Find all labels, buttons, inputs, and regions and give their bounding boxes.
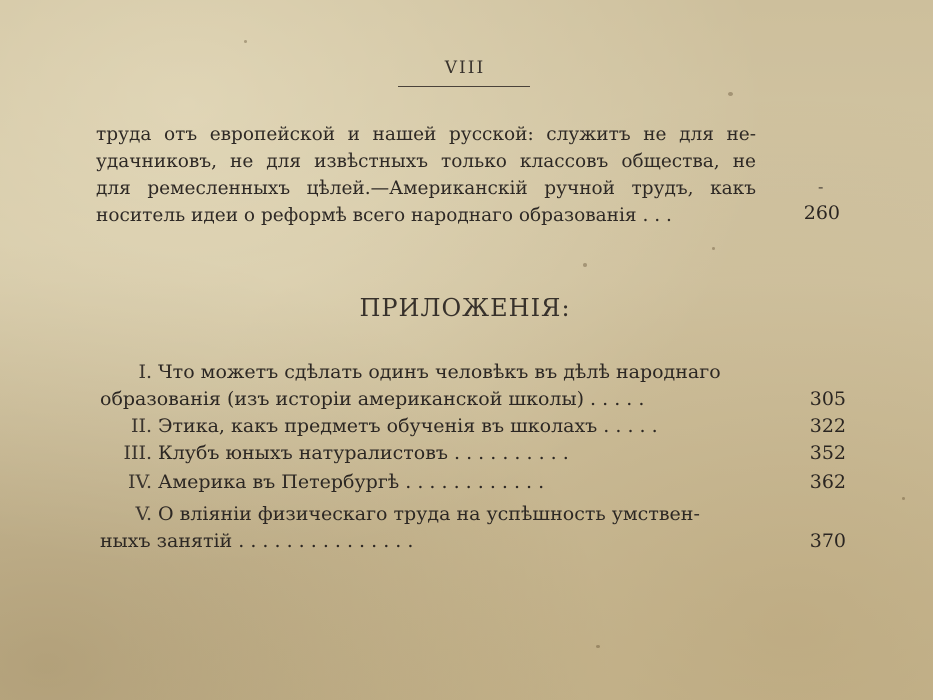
toc-entry bbox=[100, 440, 860, 467]
toc-entry bbox=[100, 359, 860, 413]
toc-entry-row bbox=[100, 413, 860, 440]
section-heading: ПРИЛОЖЕНІЯ: bbox=[359, 294, 571, 322]
toc-entry-row bbox=[100, 528, 860, 555]
toc-entry bbox=[100, 413, 860, 440]
paper-speck bbox=[712, 247, 715, 250]
continued-entry-line: носитель идеи о реформѣ всего народнаго образованія . . . bbox=[96, 205, 672, 226]
toc-entry-title: Этика, какъ предметъ обученія въ школахъ . . . . . bbox=[158, 415, 658, 437]
toc-entry-numeral: I. bbox=[138, 361, 152, 383]
toc-entry-row bbox=[100, 386, 860, 413]
continued-entry-line: труда отъ европейской и нашей русской: служитъ не для не- bbox=[96, 124, 756, 145]
toc-entry-title: образованія (изъ исторіи американской школы) . . . . . bbox=[100, 388, 645, 410]
toc-entry-row bbox=[100, 440, 860, 467]
toc-entry-numeral: IV. bbox=[128, 471, 152, 493]
continued-entry-page: 260 bbox=[803, 202, 840, 224]
toc-entry bbox=[100, 469, 860, 496]
toc-entry-page: 362 bbox=[809, 471, 846, 493]
toc-entry-page: 322 bbox=[809, 415, 846, 437]
toc-entry bbox=[100, 501, 860, 555]
toc-entry-title: ныхъ занятій . . . . . . . . . . . . . . . bbox=[100, 530, 414, 552]
paper-speck bbox=[583, 263, 587, 267]
toc-entry-page: 370 bbox=[809, 530, 846, 552]
margin-mark: - bbox=[818, 177, 824, 196]
paper-speck bbox=[244, 40, 247, 43]
toc-entry-title: Клубъ юныхъ натуралистовъ . . . . . . . . . . bbox=[158, 442, 569, 464]
continued-entry-line: удачниковъ, не для извѣстныхъ только классовъ общества, не bbox=[96, 151, 756, 172]
toc-entry-numeral: V. bbox=[135, 503, 152, 525]
paper-speck bbox=[728, 92, 733, 96]
header-rule bbox=[398, 86, 530, 87]
continued-entry-line: для ремесленныхъ цѣлей.—Американскій ручной трудъ, какъ bbox=[96, 178, 756, 199]
toc-entry-title: О вліяніи физическаго труда на успѣшность умствен- bbox=[158, 503, 700, 525]
toc-entry-page: 305 bbox=[809, 388, 846, 410]
toc-entry-row bbox=[100, 501, 860, 528]
toc-entry-numeral: II. bbox=[130, 415, 152, 437]
paper-speck bbox=[596, 645, 600, 648]
toc-entry-numeral: III. bbox=[123, 442, 152, 464]
toc-entry-row bbox=[100, 359, 860, 386]
toc-entry-title: Америка въ Петербургѣ . . . . . . . . . . . . bbox=[158, 471, 545, 493]
toc-entry-page: 352 bbox=[809, 442, 846, 464]
continued-entry bbox=[96, 121, 756, 229]
toc-entry-title: Что можетъ сдѣлать одинъ человѣкъ въ дѣлѣ народнаго bbox=[158, 361, 721, 383]
paper-speck bbox=[902, 497, 905, 500]
toc-entry-row bbox=[100, 469, 860, 496]
page-number: VIII bbox=[444, 58, 486, 78]
